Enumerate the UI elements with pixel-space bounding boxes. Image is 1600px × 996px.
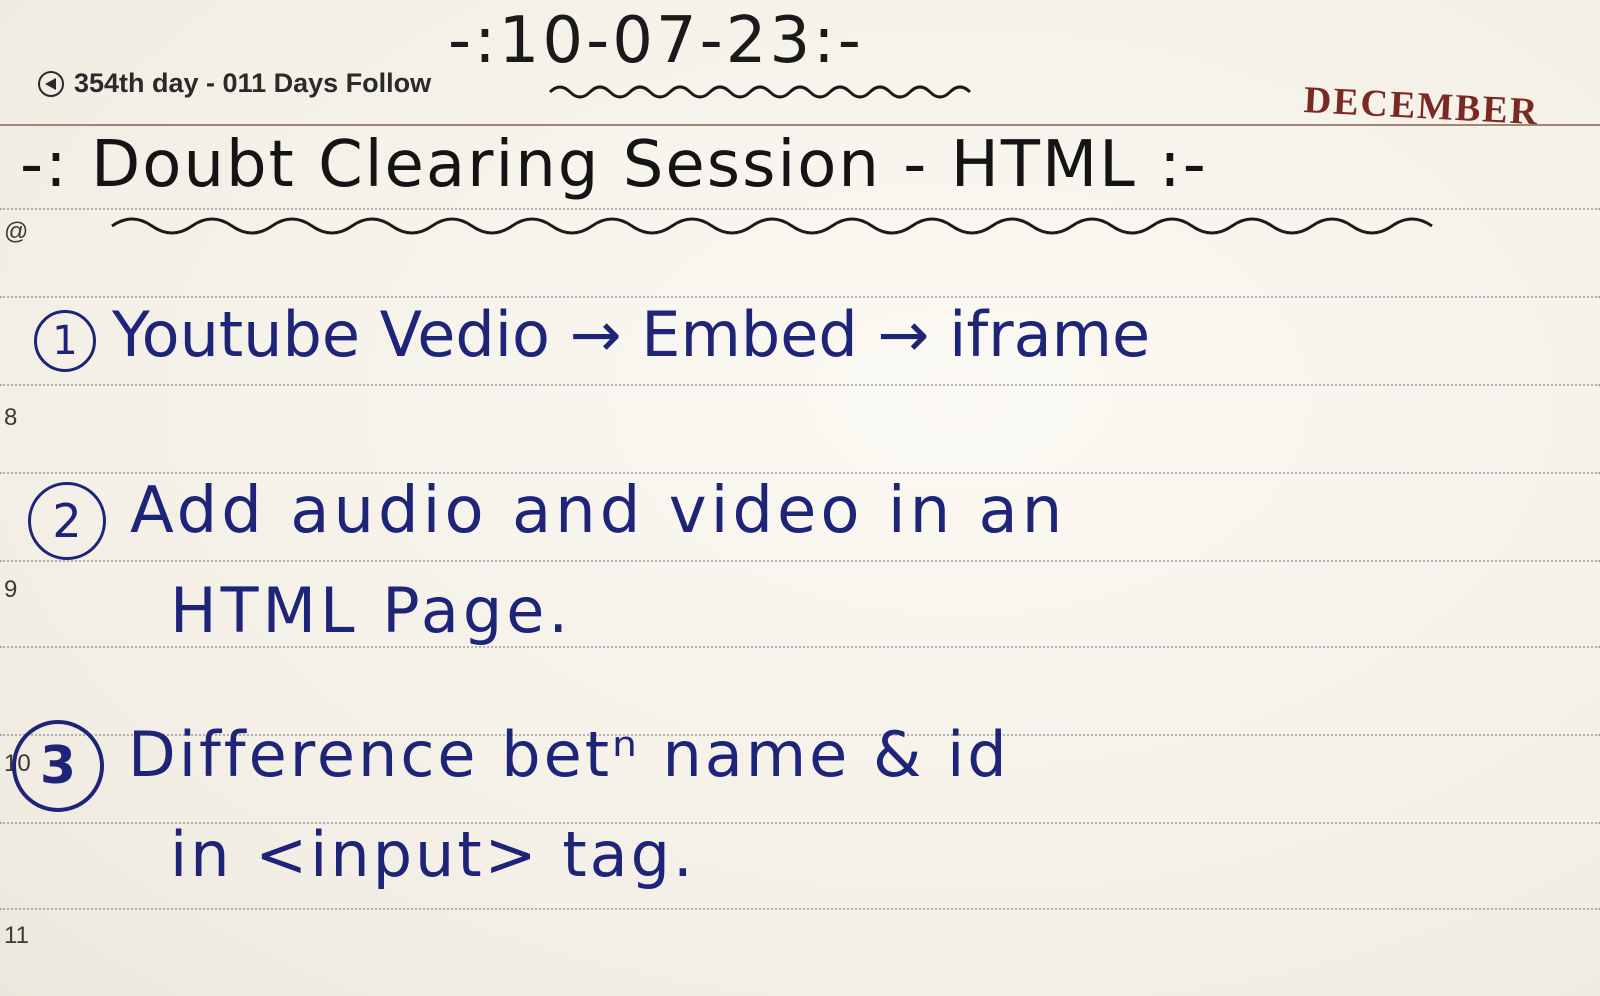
note-line: Youtube Vedio → Embed → iframe	[112, 298, 1151, 371]
month-label: DECEMBER	[1302, 78, 1541, 134]
note-number: 3	[12, 720, 104, 812]
play-icon	[38, 71, 64, 97]
note-number: 2	[28, 482, 106, 560]
margin-hour: 11	[4, 922, 29, 949]
day-counter-text: 354th day - 011 Days Follow	[74, 68, 432, 98]
margin-hour: 10	[4, 750, 31, 777]
handwritten-date: -:10-07-23:-	[448, 4, 864, 78]
session-title: -: Doubt Clearing Session - HTML :-	[20, 128, 1208, 202]
ruled-line	[0, 560, 1600, 562]
margin-hour: 8	[4, 404, 18, 431]
ruled-line	[0, 208, 1600, 210]
ruled-line	[0, 908, 1600, 910]
margin-hour: 9	[4, 576, 18, 603]
ruled-line	[0, 384, 1600, 386]
note-number: 1	[34, 310, 96, 372]
note-line: Add audio and video in an	[130, 474, 1067, 548]
note-line: in <input> tag.	[170, 818, 696, 891]
note-line: Difference betⁿ name & id	[128, 718, 1010, 791]
date-underline	[548, 80, 988, 104]
day-counter	[38, 68, 431, 99]
note-line: HTML Page.	[170, 574, 573, 647]
title-underline	[110, 212, 1450, 248]
margin-symbol: @	[4, 218, 29, 245]
